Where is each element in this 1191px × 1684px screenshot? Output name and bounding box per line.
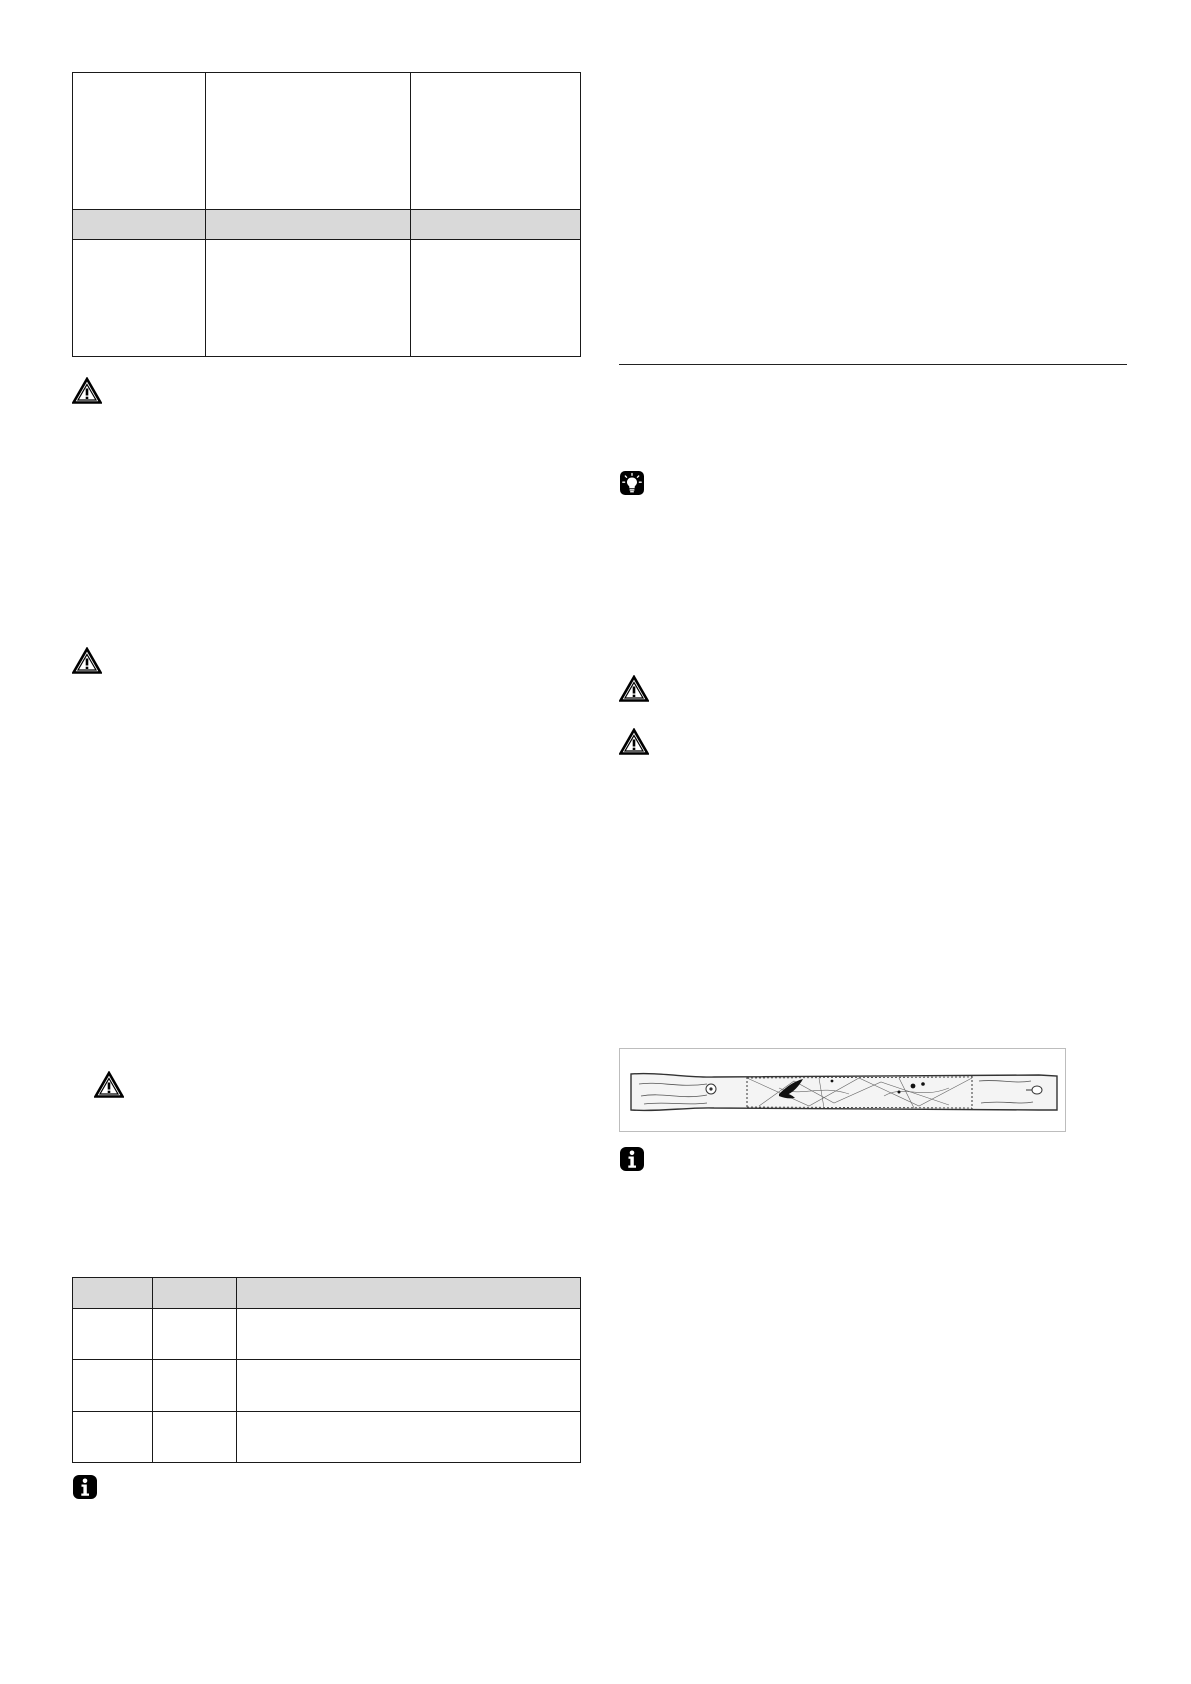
insect-trap-figure	[619, 1048, 1066, 1132]
table-row	[73, 73, 581, 210]
section-divider	[619, 364, 1127, 365]
table-cell	[237, 1309, 581, 1360]
table-row	[73, 210, 581, 240]
table-cell	[206, 240, 411, 357]
table-header-cell	[237, 1278, 581, 1309]
lightbulb-icon	[619, 470, 645, 496]
table-cell	[73, 1412, 153, 1463]
table-cell	[73, 1309, 153, 1360]
warning-triangle-icon	[72, 377, 102, 404]
table-row	[73, 1412, 581, 1463]
table-cell	[73, 240, 206, 357]
table-header-cell	[73, 1278, 153, 1309]
bottom-table	[72, 1277, 581, 1463]
table-header-cell	[153, 1278, 237, 1309]
hanging-slot	[1032, 1086, 1042, 1094]
table-cell	[411, 240, 581, 357]
warning-triangle-icon	[619, 675, 649, 702]
table-cell	[206, 210, 411, 240]
table-cell	[411, 73, 581, 210]
warning-triangle-icon	[94, 1071, 124, 1098]
warning-triangle-icon	[619, 728, 649, 755]
table-cell	[153, 1360, 237, 1412]
info-icon	[72, 1474, 98, 1500]
table-cell	[206, 73, 411, 210]
table-row	[73, 1309, 581, 1360]
table-cell	[153, 1309, 237, 1360]
warning-triangle-icon	[72, 647, 102, 674]
table-cell	[237, 1360, 581, 1412]
info-icon	[619, 1146, 645, 1172]
table-cell	[153, 1412, 237, 1463]
table-cell	[73, 1360, 153, 1412]
table-cell	[237, 1412, 581, 1463]
table-row	[73, 1278, 581, 1309]
table-row	[73, 240, 581, 357]
top-table	[72, 72, 581, 357]
table-row	[73, 1360, 581, 1412]
trap-strip	[631, 1074, 1057, 1111]
table-cell	[411, 210, 581, 240]
table-cell	[73, 73, 206, 210]
table-cell	[73, 210, 206, 240]
